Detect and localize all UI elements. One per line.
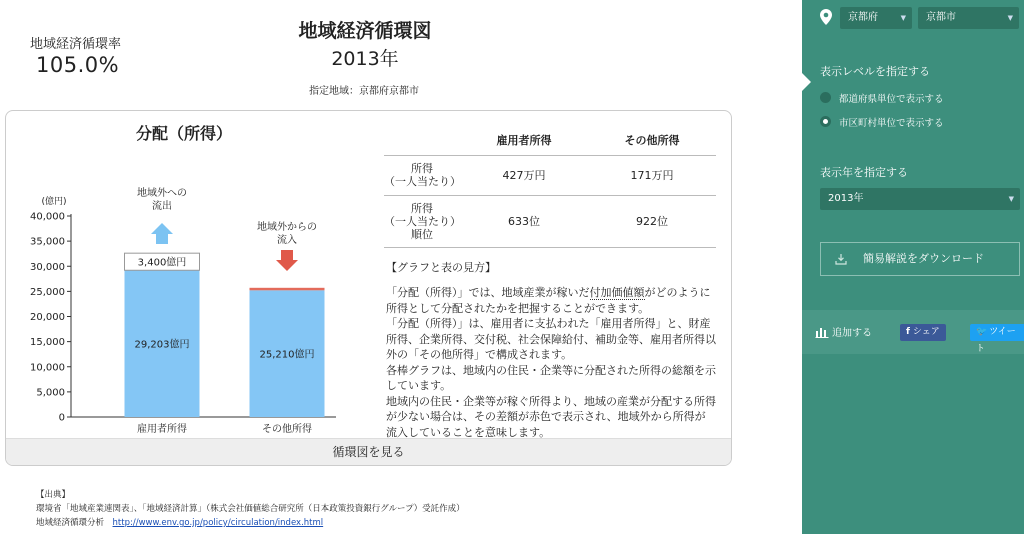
radio-icon xyxy=(820,92,831,103)
cell-other-income: 171万円 xyxy=(588,155,716,195)
download-icon xyxy=(835,254,847,265)
download-guide-button[interactable]: 簡易解説をダウンロード xyxy=(820,242,1020,276)
down-arrow-icon xyxy=(276,250,298,271)
outflow-annotation-line1: 地域外への xyxy=(137,188,187,199)
y-tick-label: 35,000 xyxy=(30,236,65,248)
source-line: 環境省「地域産業連関表」、「地域経済計算」（株式会社価値総合研究所（日本政策投資銀行グループ）受託作成） xyxy=(36,504,465,514)
radio-selected-icon xyxy=(820,116,831,127)
bar-value-label: 29,203億円 xyxy=(134,339,190,351)
card-title: 分配（所得） xyxy=(136,124,233,143)
table-row xyxy=(384,155,716,195)
inflow-segment xyxy=(250,288,325,291)
view-circulation-button[interactable]: 循環図を見る xyxy=(6,438,731,465)
chart-add-icon xyxy=(815,325,829,338)
level-option-city[interactable]: 市区町村単位で表示する xyxy=(820,115,944,129)
table-col-other: その他所得 xyxy=(588,125,716,155)
chevron-down-icon: ▼ xyxy=(1007,14,1013,22)
cell-other-rank: 922位 xyxy=(588,195,716,247)
y-tick-label: 20,000 xyxy=(30,312,65,323)
y-tick-label: 5,000 xyxy=(36,387,65,399)
distribution-chart xyxy=(6,111,386,439)
cell-employee-rank: 633位 xyxy=(460,195,588,247)
income-table xyxy=(384,125,716,248)
y-tick-label: 30,000 xyxy=(30,261,65,273)
share-bar xyxy=(802,310,1024,354)
up-arrow-icon xyxy=(151,223,173,244)
y-tick-label: 10,000 xyxy=(30,362,65,374)
page-title: 地域経済循環図 xyxy=(298,20,432,42)
level-heading: 表示レベルを指定する xyxy=(820,65,930,78)
source-link-label: 地域経済循環分析 xyxy=(36,518,105,528)
bar-value-label: 25,210億円 xyxy=(259,349,315,361)
table-col-employee: 雇用者所得 xyxy=(460,125,588,155)
added-value-term[interactable]: 付加価値額 xyxy=(589,286,645,299)
twitter-icon: 🐦 xyxy=(976,327,988,337)
city-select[interactable]: 京都市 ▼ xyxy=(918,7,1019,29)
row-header-rank: 所得 （一人当たり） 順位 xyxy=(384,195,460,247)
source-link[interactable]: http://www.env.go.jp/policy/circulation/index.html xyxy=(112,518,324,528)
y-tick-label: 0 xyxy=(58,412,65,424)
sidebar xyxy=(802,0,1024,534)
twitter-tweet-button[interactable]: 🐦 ツイート xyxy=(970,324,1024,341)
add-button[interactable]: 追加する xyxy=(815,324,872,339)
prefecture-select[interactable]: 京都府 ▼ xyxy=(840,7,912,29)
y-tick-label: 40,000 xyxy=(30,211,65,223)
inflow-annotation-line2: 流入 xyxy=(277,235,297,246)
circulation-rate-label: 地域経済循環率 xyxy=(30,37,122,52)
table-row xyxy=(384,195,716,247)
cell-employee-income: 427万円 xyxy=(460,155,588,195)
row-header-income: 所得 （一人当たり） xyxy=(384,155,460,195)
source-heading: 【出典】 xyxy=(36,490,71,500)
source-section xyxy=(36,488,465,530)
facebook-icon: f xyxy=(906,327,910,337)
y-tick-label: 25,000 xyxy=(30,286,65,298)
explanation-text: 「分配（所得）」では、地域産業が稼いだ付加価値額がどのように所得として分配されたかを把握することができます。 「分配（所得）」は、雇用者に支払われた「雇用者所得」と、財産所得、企業所得、交付税、社会保障給付、補助金等、雇用者所得以外の「その他所得」で構成されます。 各棒グラフは、地域内の住民・企業等に分配された所得の総額を示しています。 地域内の住民・企業等が稼ぐ所得より、地域の産業が分配する所得が少ない場合は、その差額が赤色で表示され、地域外から所得が流入していることを意味します。 xyxy=(386,286,716,439)
region-label: 指定地域：京都府京都市 xyxy=(309,86,419,97)
table-corner xyxy=(384,125,460,155)
y-tick-label: 15,000 xyxy=(30,337,65,349)
page-year: 2013年 xyxy=(331,48,399,70)
circulation-rate-value: 105.0% xyxy=(36,53,120,77)
chevron-down-icon: ▼ xyxy=(1008,195,1014,203)
distribution-card xyxy=(5,110,732,466)
chevron-down-icon: ▼ xyxy=(900,14,906,22)
panel-pointer xyxy=(801,72,811,92)
year-heading: 表示年を指定する xyxy=(820,166,908,179)
location-pin-icon xyxy=(820,9,832,25)
inflow-annotation-line1: 地域外からの xyxy=(257,222,317,233)
explanation-heading: 【グラフと表の見方】 xyxy=(386,261,496,274)
x-tick-label: 雇用者所得 xyxy=(137,424,187,435)
level-option-prefecture[interactable]: 都道府県単位で表示する xyxy=(820,91,944,105)
outflow-value-label: 3,400億円 xyxy=(137,257,187,269)
outflow-annotation-line2: 流出 xyxy=(152,201,172,212)
x-tick-label: その他所得 xyxy=(262,424,312,435)
y-unit-label: (億円) xyxy=(41,197,67,207)
year-select[interactable]: 2013年 ▼ xyxy=(820,188,1020,210)
facebook-share-button[interactable]: f シェア xyxy=(900,324,946,341)
